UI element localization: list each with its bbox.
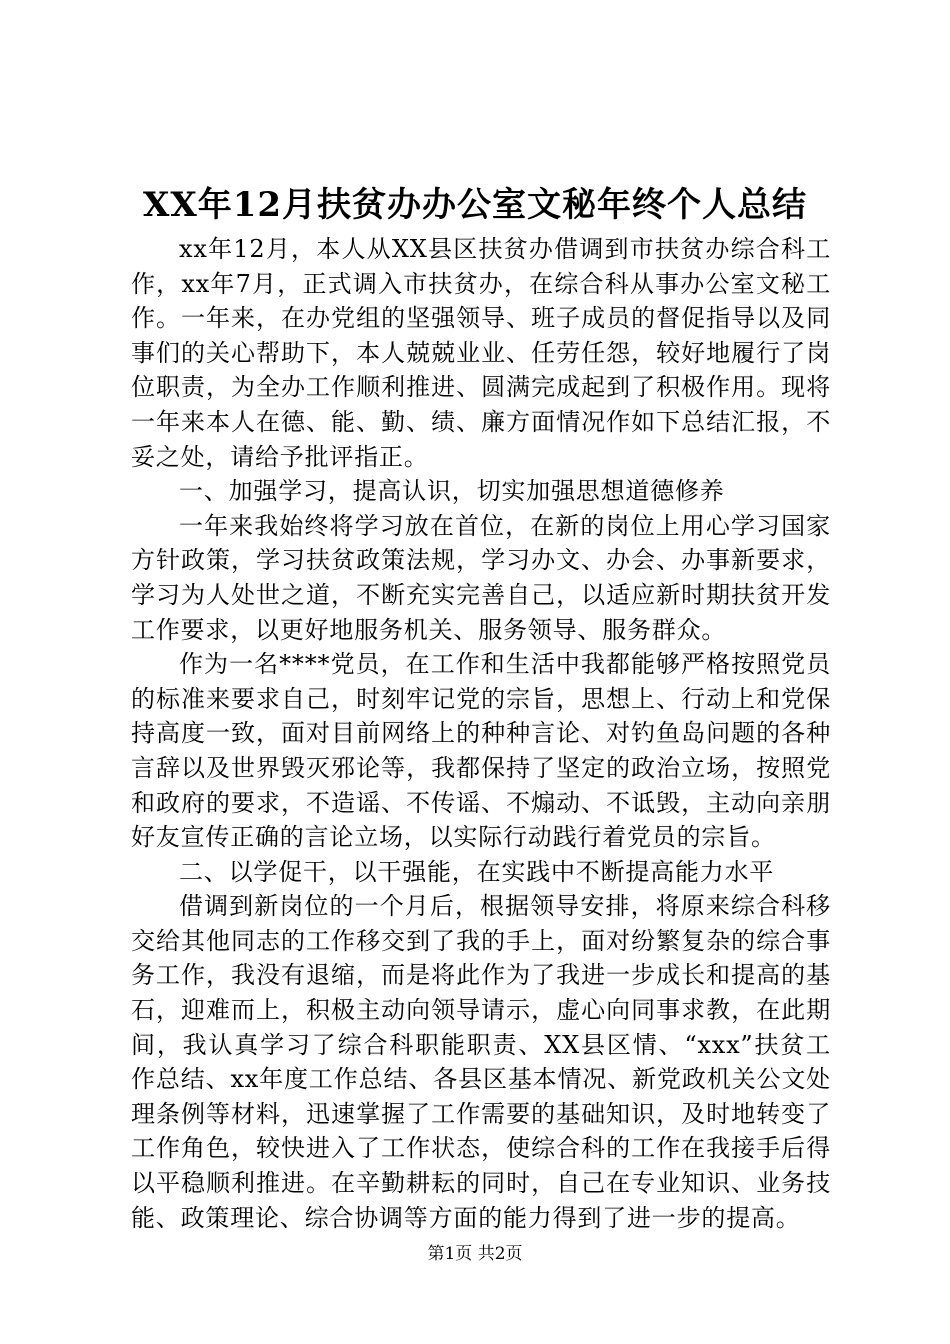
- section-heading-2: 二、以学促干，以干强能，在实践中不断提高能力水平: [179, 857, 775, 886]
- document-title: XX年12月扶贫办办公室文秘年终个人总结: [142, 184, 808, 225]
- document-body: [131, 232, 831, 1235]
- intro-paragraph: xx年12月，本人从XX县区扶贫办借调到市扶贫办综合科工作，xx年7月，正式调入市扶贫办，在综合科从事办公室文秘工作。一年来，在办党组的坚强领导、班子成员的督促指导以及同事们的关心帮助下，本人兢兢业业、任劳任怨，较好地履行了岗位职责，为全办工作顺利推进、圆满完成起到了积极作用。现将一年来本人在德、能、勤、绩、廉方面情况作如下总结汇报，不妥之处，请给予批评指正。: [131, 235, 831, 471]
- body-paragraph: 一年来我始终将学习放在首位，在新的岗位上用心学习国家方针政策，学习扶贫政策法规，学习办文、办会、办事新要求，学习为人处世之道，不断充实完善自己，以适应新时期扶贫开发工作要求，以更好地服务机关、服务领导、服务群众。: [131, 511, 831, 644]
- page-number-footer: 第1页 共2页: [427, 1244, 523, 1264]
- body-paragraph: 作为一名****党员，在工作和生活中我都能够严格按照党员的标准来要求自己，时刻牢记党的宗旨，思想上、行动上和党保持高度一致，面对目前网络上的种种言论、对钓鱼岛问题的各种言辞以及世界毁灭邪论等，我都保持了坚定的政治立场，按照党和政府的要求，不造谣、不传谣、不煽动、不诋毁，主动向亲朋好友宣传正确的言论立场，以实际行动践行着党员的宗旨。: [131, 650, 831, 852]
- section-heading-1: 一、加强学习，提高认识，切实加强思想道德修养: [179, 477, 725, 506]
- body-paragraph: 借调到新岗位的一个月后，根据领导安排，将原来综合科移交给其他同志的工作移交到了我的手上，面对纷繁复杂的综合事务工作，我没有退缩，而是将此作为了我进一步成长和提高的基石，迎难而上，积极主动向领导请示，虚心向同事求教，在此期间，我认真学习了综合科职能职责、XX县区情、“xxx”扶贫工作总结、xx年度工作总结、各县区基本情况、新党政机关公文处理条例等材料，迅速掌握了工作需要的基础知识，及时地转变了工作角色，较快进入了工作状态，使综合科的工作在我接手后得以平稳顺利推进。在辛勤耕耘的同时，自己在专业知识、业务技能、政策理论、综合协调等方面的能力得到了进一步的提高。: [131, 892, 831, 1232]
